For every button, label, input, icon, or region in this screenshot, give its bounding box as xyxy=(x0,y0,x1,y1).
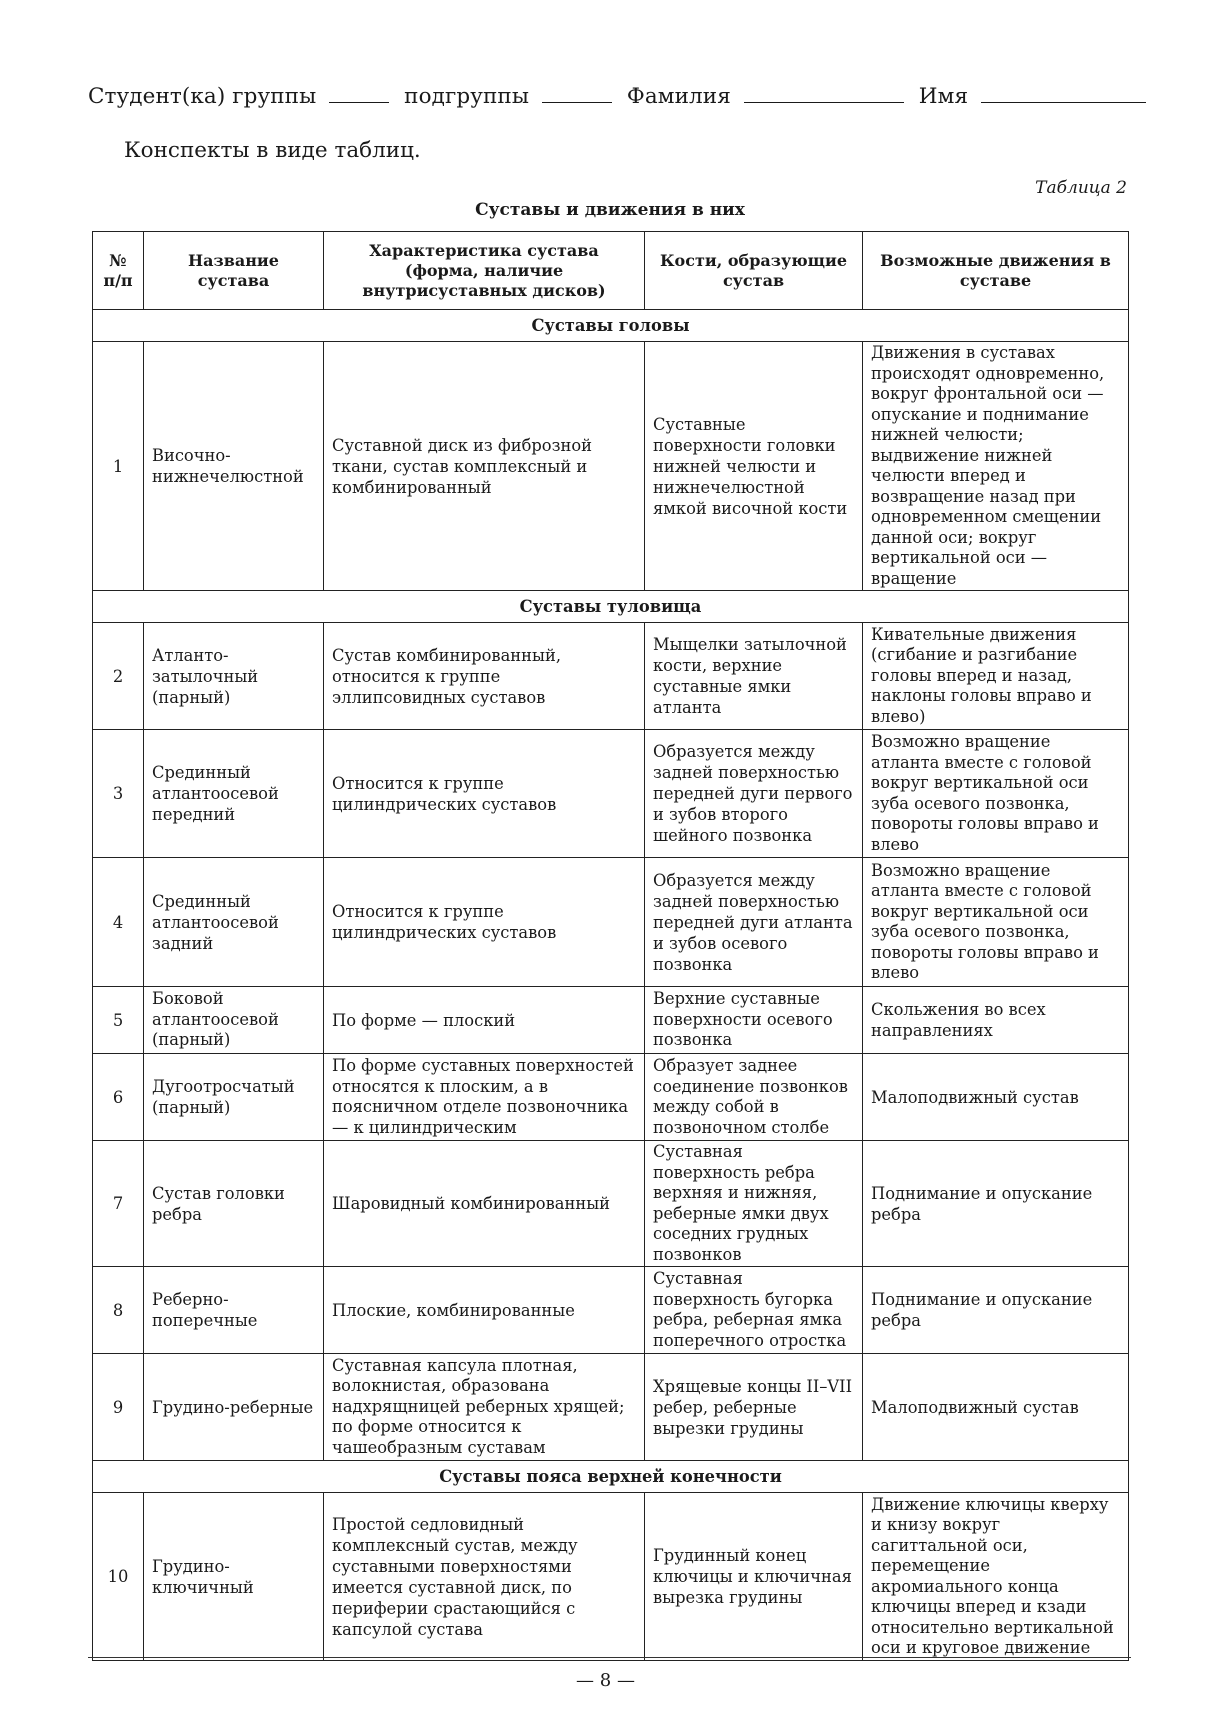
column-header-movements: Возможные движения в суставе xyxy=(863,232,1129,310)
subgroup-label: подгруппы xyxy=(404,84,530,109)
joint-name: Сустав головки ребра xyxy=(144,1141,324,1267)
row-number: 1 xyxy=(93,342,144,591)
joint-movements: Возможно вращение атланта вместе с головой вокруг вертикальной оси зуба осевого позвонка, повороты головы вправо и влево xyxy=(863,858,1129,987)
joint-bones: Суставная поверхность ребра верхняя и нижняя, реберные ямки двух соседних грудных позвонков xyxy=(645,1141,863,1267)
section-title: Суставы пояса верхней конечности xyxy=(93,1461,1129,1493)
table-row xyxy=(93,1141,1129,1267)
subgroup-blank xyxy=(542,84,612,103)
table-row xyxy=(93,858,1129,987)
joint-characteristic: Относится к группе цилиндрических суставов xyxy=(324,858,645,987)
row-number: 5 xyxy=(93,987,144,1054)
row-number: 7 xyxy=(93,1141,144,1267)
row-number: 6 xyxy=(93,1054,144,1141)
page-number: — 8 — xyxy=(576,1670,635,1691)
joint-bones: Образуется между задней поверхностью передней дуги первого и зубов второго шейного позвонка xyxy=(645,730,863,858)
joint-bones: Грудинный конец ключицы и ключичная вырезка грудины xyxy=(645,1493,863,1661)
joint-characteristic: Простой седловидный комплексный сустав, между суставными поверхностями имеется суставной диск, по периферии срастающийся с капсулой сустава xyxy=(324,1493,645,1661)
joint-name: Реберно-поперечные xyxy=(144,1267,324,1354)
surname-blank xyxy=(744,84,904,103)
joint-name: Грудино-реберные xyxy=(144,1354,324,1461)
section-title: Суставы туловища xyxy=(93,591,1129,623)
joint-bones: Верхние суставные поверхности осевого позвонка xyxy=(645,987,863,1054)
name-label: Имя xyxy=(918,84,969,109)
joint-movements: Малоподвижный сустав xyxy=(863,1054,1129,1141)
joint-bones: Образуется между задней поверхностью передней дуги атланта и зубов осевого позвонка xyxy=(645,858,863,987)
row-number: 3 xyxy=(93,730,144,858)
joint-movements: Движения в суставах происходят одновременно, вокруг фронтальной оси — опускание и поднимание нижней челюсти; выдвижение нижней челюсти вперед и возвращение назад при одновременном смещении данной оси; вокруг вертикальной оси — вращение xyxy=(863,342,1129,591)
table-row xyxy=(93,342,1129,591)
joint-name: Грудино-ключичный xyxy=(144,1493,324,1661)
joint-name: Атланто-затылочный (парный) xyxy=(144,623,324,730)
joint-bones: Суставная поверхность бугорка ребра, реберная ямка поперечного отростка xyxy=(645,1267,863,1354)
joint-movements: Движение ключицы кверху и книзу вокруг сагиттальной оси, перемещение акромиального конца ключицы вперед и кзади относительно вертикальной оси и круговое движение xyxy=(863,1493,1129,1661)
column-header-characteristic: Характеристика сустава (форма, наличие внутрисуставных дисков) xyxy=(324,232,645,310)
joint-characteristic: Суставной диск из фиброзной ткани, сустав комплексный и комбинированный xyxy=(324,342,645,591)
joint-name: Срединный атлантоосевой задний xyxy=(144,858,324,987)
joint-movements: Поднимание и опускание ребра xyxy=(863,1267,1129,1354)
table-row xyxy=(93,1354,1129,1461)
joint-characteristic: Относится к группе цилиндрических суставов xyxy=(324,730,645,858)
joint-characteristic: По форме суставных поверхностей относятся к плоским, а в поясничном отделе позвоночника — к цилиндрическим xyxy=(324,1054,645,1141)
joint-bones: Хрящевые концы II–VII ребер, реберные вырезки грудины xyxy=(645,1354,863,1461)
table-number: Таблица 2 xyxy=(1035,178,1127,198)
joint-characteristic: Шаровидный комбинированный xyxy=(324,1141,645,1267)
joint-name: Срединный атлантоосевой передний xyxy=(144,730,324,858)
joint-name: Височно-нижнечелюстной xyxy=(144,342,324,591)
joint-movements: Скольжения во всех направлениях xyxy=(863,987,1129,1054)
column-header-number: № п/п xyxy=(93,232,144,310)
joint-movements: Возможно вращение атланта вместе с головой вокруг вертикальной оси зуба осевого позвонка, повороты головы вправо и влево xyxy=(863,730,1129,858)
joint-characteristic: Плоские, комбинированные xyxy=(324,1267,645,1354)
row-number: 8 xyxy=(93,1267,144,1354)
joints-table xyxy=(92,231,1129,1661)
joint-characteristic: Сустав комбинированный, относится к группе эллипсовидных суставов xyxy=(324,623,645,730)
table-title: Суставы и движения в них xyxy=(475,200,745,220)
row-number: 2 xyxy=(93,623,144,730)
joint-characteristic: По форме — плоский xyxy=(324,987,645,1054)
page-subtitle: Конспекты в виде таблиц. xyxy=(124,138,421,163)
group-blank xyxy=(329,84,389,103)
joint-bones: Мыщелки затылочной кости, верхние суставные ямки атланта xyxy=(645,623,863,730)
row-number: 10 xyxy=(93,1493,144,1661)
table-row xyxy=(93,987,1129,1054)
table-row xyxy=(93,1493,1129,1661)
table-row xyxy=(93,1267,1129,1354)
surname-label: Фамилия xyxy=(626,84,731,109)
table-row xyxy=(93,730,1129,858)
row-number: 9 xyxy=(93,1354,144,1461)
table-header-row xyxy=(93,232,1129,310)
name-blank xyxy=(981,84,1146,103)
section-row xyxy=(93,310,1129,342)
row-number: 4 xyxy=(93,858,144,987)
student-group-label: Студент(ка) группы xyxy=(88,84,317,109)
column-header-name: Название сустава xyxy=(144,232,324,310)
joint-name: Дугоотросчатый (парный) xyxy=(144,1054,324,1141)
joint-movements: Малоподвижный сустав xyxy=(863,1354,1129,1461)
joint-movements: Поднимание и опускание ребра xyxy=(863,1141,1129,1267)
joint-bones: Образует заднее соединение позвонков между собой в позвоночном столбе xyxy=(645,1054,863,1141)
joint-movements: Кивательные движения (сгибание и разгибание головы вперед и назад, наклоны головы вправо и влево) xyxy=(863,623,1129,730)
footer-divider xyxy=(88,1657,1131,1658)
joint-characteristic: Суставная капсула плотная, волокнистая, образована надхрящницей реберных хрящей; по форме относится к чашеобразным суставам xyxy=(324,1354,645,1461)
section-title: Суставы головы xyxy=(93,310,1129,342)
joint-name: Боковой атлантоосевой (парный) xyxy=(144,987,324,1054)
table-row xyxy=(93,623,1129,730)
student-info-line xyxy=(88,84,1128,109)
table-row xyxy=(93,1054,1129,1141)
column-header-bones: Кости, образующие сустав xyxy=(645,232,863,310)
section-row xyxy=(93,591,1129,623)
joint-bones: Суставные поверхности головки нижней челюсти и нижнечелюстной ямкой височной кости xyxy=(645,342,863,591)
section-row xyxy=(93,1461,1129,1493)
